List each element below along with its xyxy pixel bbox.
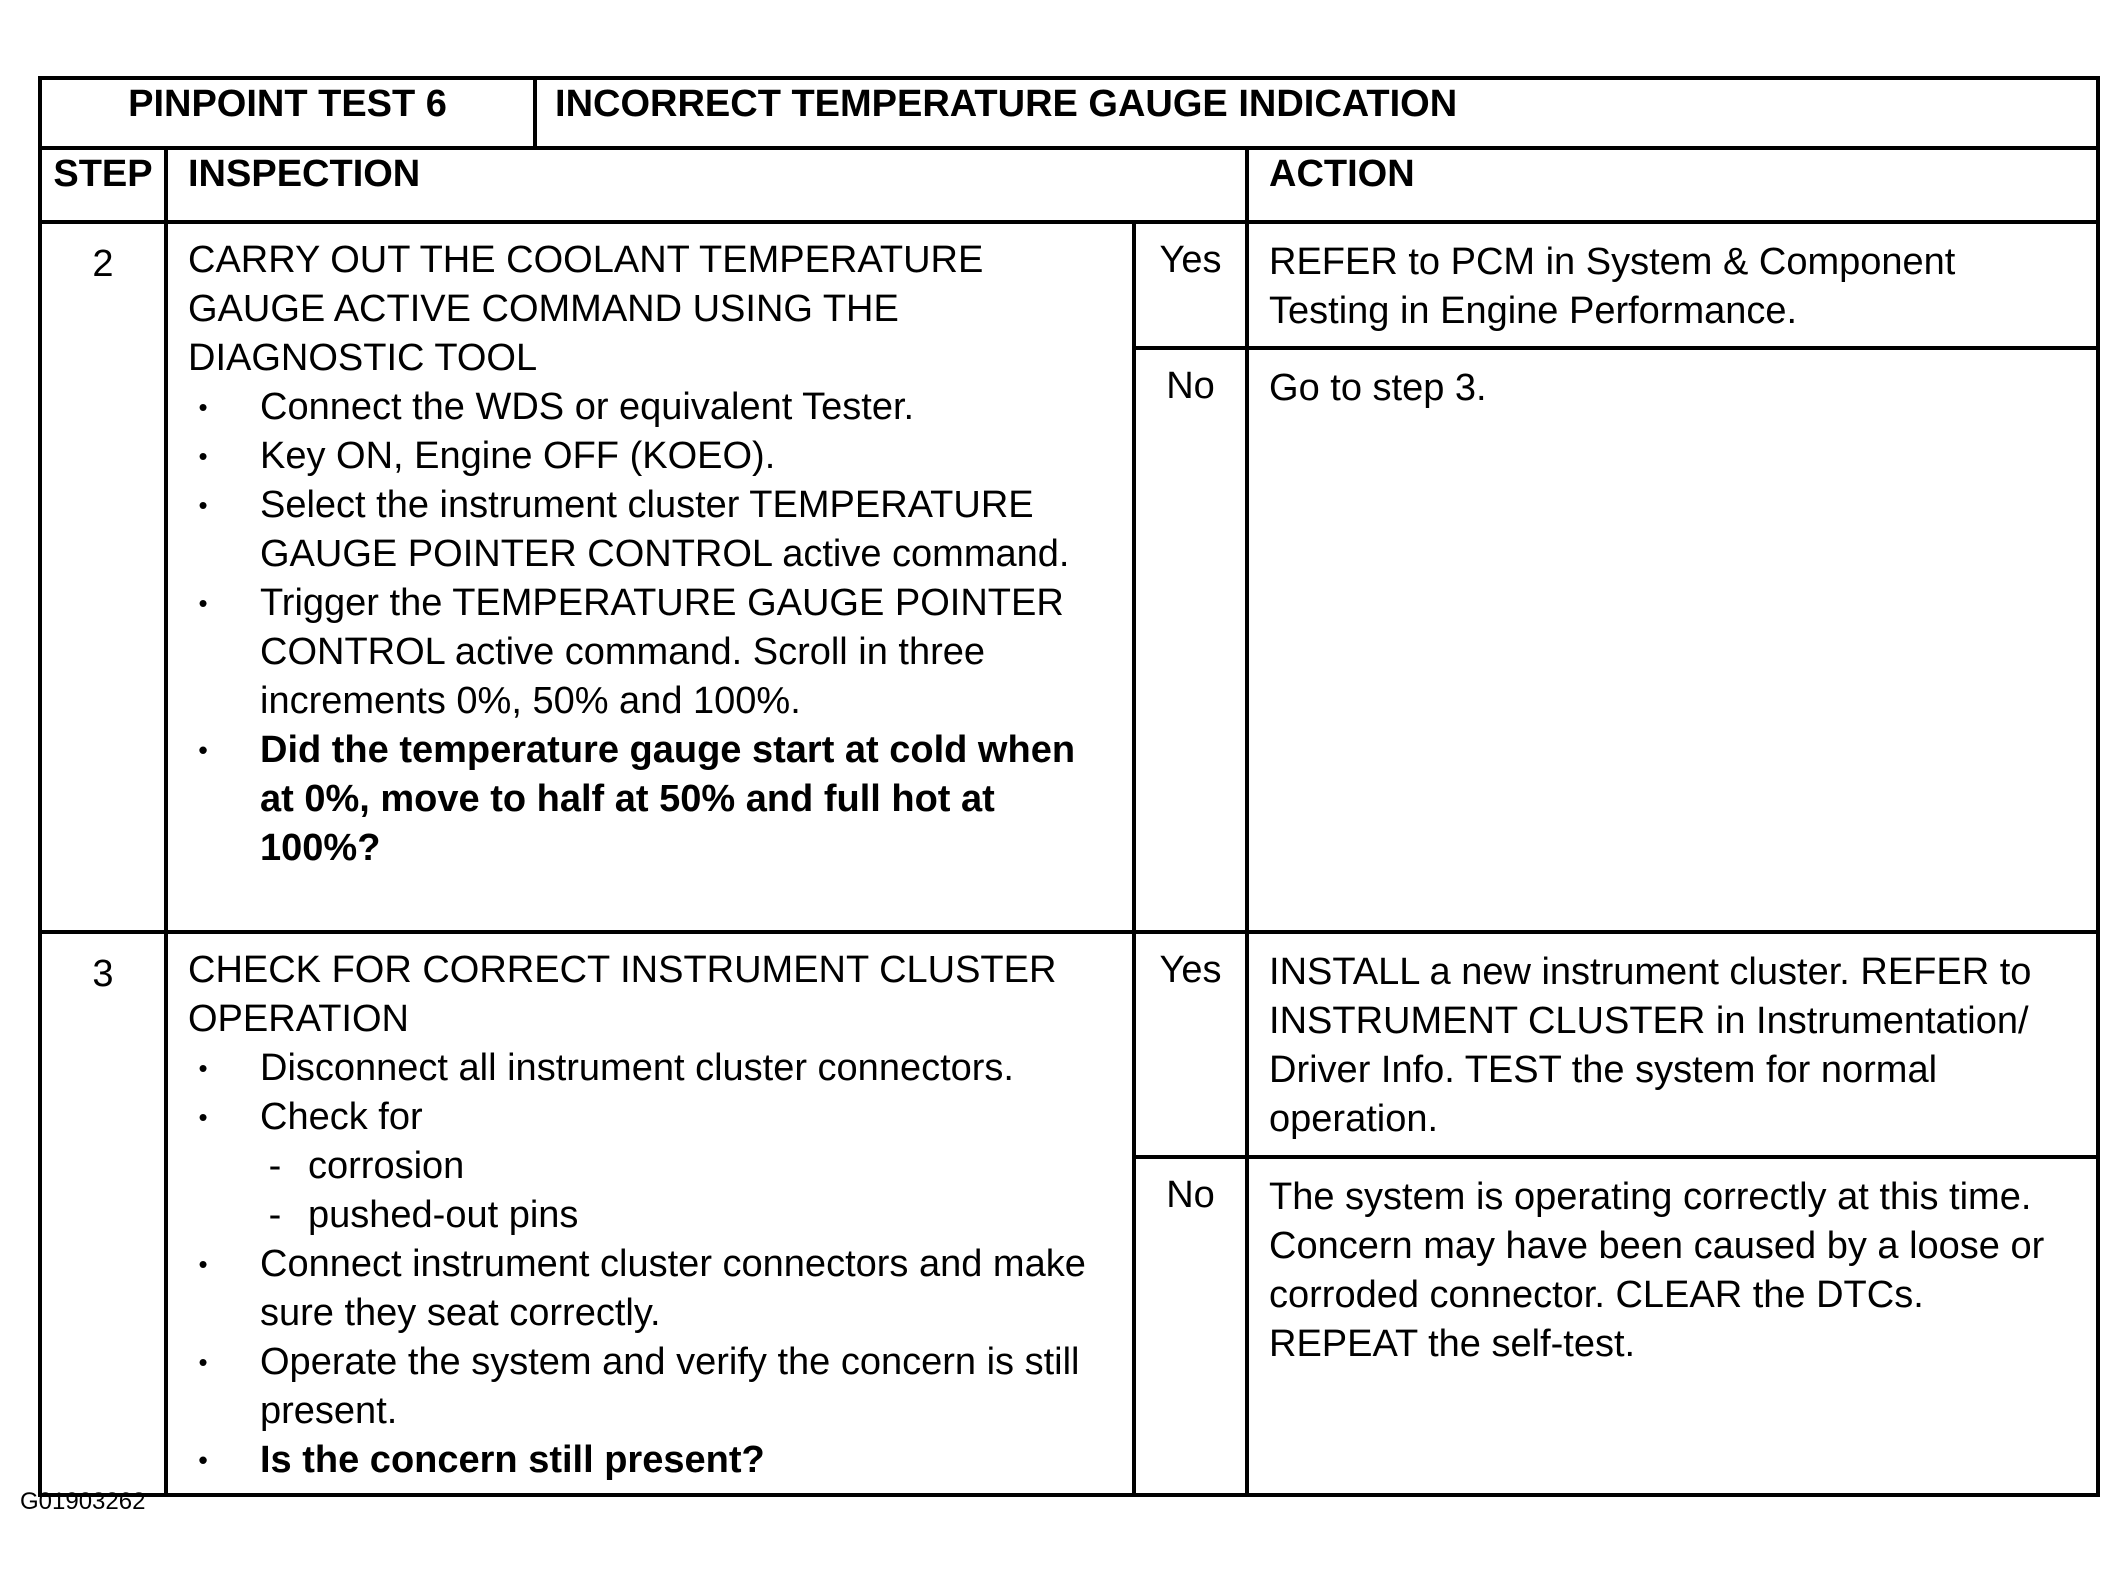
bullet-icon: • <box>198 735 208 765</box>
step-number: 2 <box>40 222 166 932</box>
step-number: 3 <box>40 932 166 1495</box>
step-2-yes-action: REFER to PCM in System & Component Testing in Engine Performance. <box>1247 222 2098 348</box>
step-3-yes-row <box>40 932 2098 1157</box>
header-row <box>40 148 2098 222</box>
step-3-heading: CHECK FOR CORRECT INSTRUMENT CLUSTER OPERATION <box>188 949 1057 1040</box>
test-name: INCORRECT TEMPERATURE GAUGE INDICATION <box>535 78 2098 148</box>
bullet-icon: • <box>198 441 208 471</box>
step-2-bullet-list <box>188 383 1118 873</box>
step-3-sub-list <box>260 1142 1118 1240</box>
step-2-yes-row <box>40 222 2098 348</box>
figure-id: G01903262 <box>20 1488 146 1515</box>
step-2-heading: CARRY OUT THE COOLANT TEMPERATURE GAUGE ACTIVE COMMAND USING THE DIAGNOSTIC TOOL <box>188 239 984 379</box>
list-item: • Check for - corrosion - pushed-out pins <box>188 1093 1118 1240</box>
step-2-inspection <box>166 222 1134 932</box>
bullet-icon: • <box>198 1053 208 1083</box>
list-item: • Connect the WDS or equivalent Tester. <box>188 383 1118 432</box>
list-item: • Trigger the TEMPERATURE GAUGE POINTER CONTROL active command. Scroll in three increments 0%, 50% and 100%. <box>188 579 1118 726</box>
dash-icon: - <box>268 1194 282 1236</box>
step-2-yes-label: Yes <box>1134 222 1247 348</box>
list-item: • Key ON, Engine OFF (KOEO). <box>188 432 1118 481</box>
bullet-icon: • <box>198 490 208 520</box>
test-number: PINPOINT TEST 6 <box>40 78 535 148</box>
step-2-no-action: Go to step 3. <box>1247 348 2098 932</box>
step-3-no-action: The system is operating correctly at this time. Concern may have been caused by a loose or corroded connector. CLEAR the DTCs. REPEAT the self-test. <box>1247 1157 2098 1495</box>
step-3-question: • Is the concern still present? <box>188 1436 1118 1485</box>
list-item: • Disconnect all instrument cluster connectors. <box>188 1044 1118 1093</box>
bullet-icon: • <box>198 1102 208 1132</box>
step-2-question: • Did the temperature gauge start at cold when at 0%, move to half at 50% and full hot at 100%? <box>188 726 1118 873</box>
step-3-yes-action: INSTALL a new instrument cluster. REFER to INSTRUMENT CLUSTER in Instrumentation/ Driver Info. TEST the system for normal operation. <box>1247 932 2098 1157</box>
title-row <box>40 78 2098 148</box>
bullet-icon: • <box>198 588 208 618</box>
header-inspection: INSPECTION <box>166 148 1247 222</box>
bullet-icon: • <box>198 1347 208 1377</box>
step-3-no-label: No <box>1134 1157 1247 1495</box>
pinpoint-test-sheet <box>38 76 2096 1497</box>
header-action: ACTION <box>1247 148 2098 222</box>
step-3-yes-label: Yes <box>1134 932 1247 1157</box>
pinpoint-test-table <box>38 76 2100 1497</box>
step-2-no-label: No <box>1134 348 1247 932</box>
header-step: STEP <box>40 148 166 222</box>
list-item: - corrosion <box>260 1142 1118 1191</box>
bullet-icon: • <box>198 1445 208 1475</box>
list-item: • Select the instrument cluster TEMPERATURE GAUGE POINTER CONTROL active command. <box>188 481 1118 579</box>
list-item: • Connect instrument cluster connectors and make sure they seat correctly. <box>188 1240 1118 1338</box>
list-item: • Operate the system and verify the concern is still present. <box>188 1338 1118 1436</box>
dash-icon: - <box>268 1145 282 1187</box>
step-3-bullet-list <box>188 1044 1118 1485</box>
step-3-inspection <box>166 932 1134 1495</box>
list-item: - pushed-out pins <box>260 1191 1118 1240</box>
bullet-icon: • <box>198 392 208 422</box>
bullet-icon: • <box>198 1249 208 1279</box>
